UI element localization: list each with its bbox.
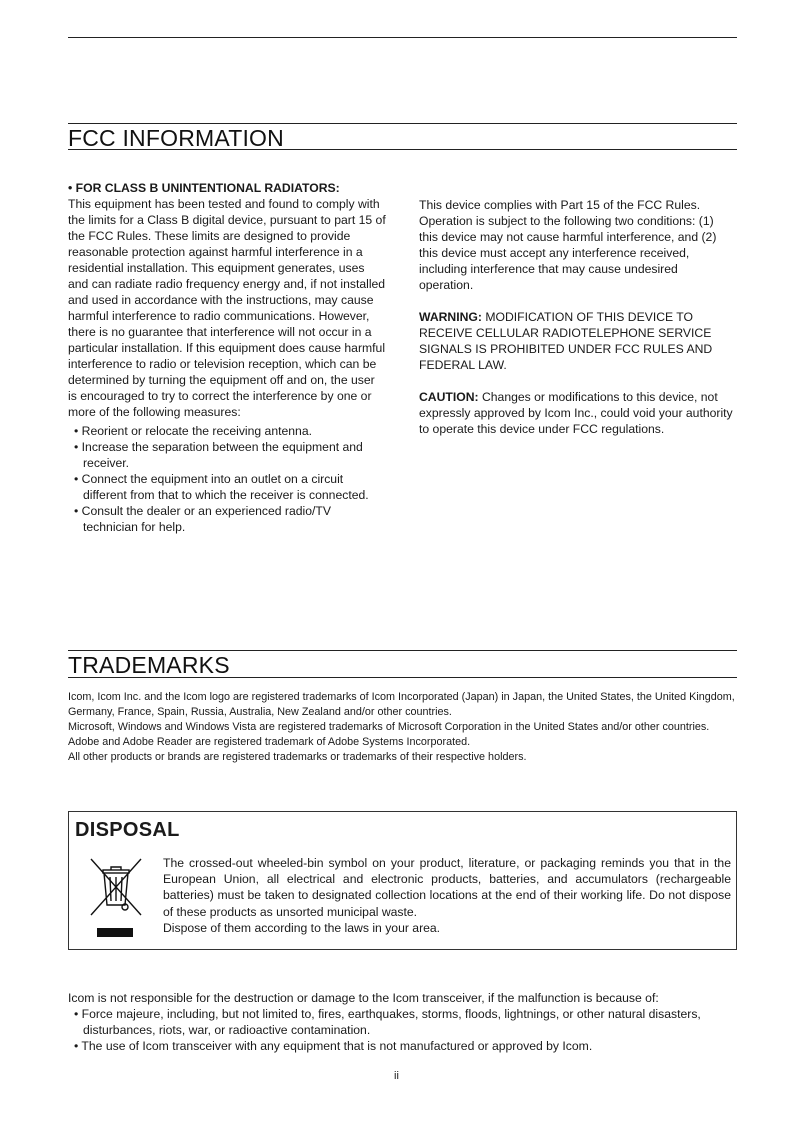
caution-label: CAUTION:	[419, 390, 479, 404]
fcc-left-column	[68, 180, 386, 535]
trademark-line: All other products or brands are registered trademarks or trademarks of their respective holders.	[68, 751, 527, 763]
trademark-line: Icom, Icom Inc. and the Icom logo are registered trademarks of Icom Incorporated (Japan) in Japan, the United States, the United Kingdom, Germany, France, Spain, Russia, Australia, New Zealand and/or other countries.	[68, 691, 735, 718]
compliance-statement: This device complies with Part 15 of the FCC Rules. Operation is subject to the following two conditions: (1) this device may not cause harmful interference, and (2) this device must accept any interference received, including interference that may cause undesired operation.	[419, 198, 717, 292]
liability-item: • Force majeure, including, but not limited to, fires, earthquakes, storms, floods, lightnings, or other natural disasters, disturbances, riots, war, or radioactive contamination.	[74, 1007, 701, 1037]
disposal-paragraph: Dispose of them according to the laws in your area.	[163, 920, 441, 935]
trademark-line: Adobe and Adobe Reader are registered trademark of Adobe Systems Incorporated.	[68, 736, 471, 748]
warning-paragraph	[419, 309, 735, 373]
measure-item: • Reorient or relocate the receiving antenna.	[74, 424, 313, 438]
warning-text: MODIFICATION OF THIS DEVICE TO RECEIVE CELLULAR RADIOTELEPHONE SERVICE SIGNALS IS PROHIBITED UNDER FCC RULES AND FEDERAL LAW.	[419, 310, 713, 372]
class-b-body: This equipment has been tested and found to comply with the limits for a Class B digital device, pursuant to part 15 of the FCC Rules. These limits are designed to provide reasonable protection against harmful interference in a residential installation. This equipment generates, uses and can radiate radio frequency energy and, if not installed and used in accordance with the instructions, may cause harmful interference to radio communications. However, there is no guarantee that interference will not occur in a particular installation. If this equipment does cause harmful interference to radio or television reception, which can be determined by turning the equipment off and on, the user is encouraged to try to correct the interference by one or more of the following measures:	[68, 197, 386, 419]
measure-item: • Connect the equipment into an outlet on a circuit different from that to which the receiver is connected.	[74, 472, 369, 502]
trademarks-text	[68, 690, 738, 765]
trademark-line: Microsoft, Windows and Windows Vista are registered trademarks of Microsoft Corporation in the United States and/or other countries.	[68, 721, 710, 733]
trademarks-heading-rule-bottom	[68, 677, 737, 678]
trademarks-heading: TRADEMARKS	[68, 652, 230, 678]
fcc-heading: FCC INFORMATION	[68, 125, 284, 151]
top-rule	[68, 37, 737, 38]
trademarks-heading-rule-top	[68, 650, 737, 651]
fcc-right-column	[419, 197, 735, 437]
liability-item: • The use of Icom transceiver with any equipment that is not manufactured or approved by Icom.	[74, 1039, 593, 1053]
page-number: ii	[394, 1070, 399, 1082]
class-b-title: • FOR CLASS B UNINTENTIONAL RADIATORS:	[68, 181, 340, 195]
measure-item: • Consult the dealer or an experienced radio/TV technician for help.	[74, 504, 331, 534]
disposal-heading: DISPOSAL	[75, 819, 180, 841]
liability-section	[68, 990, 738, 1054]
disposal-bar	[97, 928, 133, 937]
measure-item: • Increase the separation between the equipment and receiver.	[74, 440, 363, 470]
liability-intro: Icom is not responsible for the destruction or damage to the Icom transceiver, if the malfunction is because of:	[68, 991, 659, 1005]
caution-text: Changes or modifications to this device, not expressly approved by Icom Inc., could void your authority to operate this device under FCC regulations.	[419, 390, 733, 436]
disposal-paragraph: The crossed-out wheeled-bin symbol on your product, literature, or packaging reminds you that in the European Union, all electrical and electronic products, batteries, and accumulators (rechargeable batteries) must be taken to designated collection locations at the end of their working life. Do not dispose of these products as unsorted municipal waste.	[163, 856, 731, 919]
disposal-text	[163, 855, 731, 936]
disposal-box	[68, 811, 737, 950]
fcc-heading-rule-bottom	[68, 149, 737, 150]
crossed-out-wheeled-bin-icon	[89, 857, 143, 923]
fcc-heading-rule-top	[68, 123, 737, 124]
warning-label: WARNING:	[419, 310, 482, 324]
caution-paragraph	[419, 389, 735, 437]
